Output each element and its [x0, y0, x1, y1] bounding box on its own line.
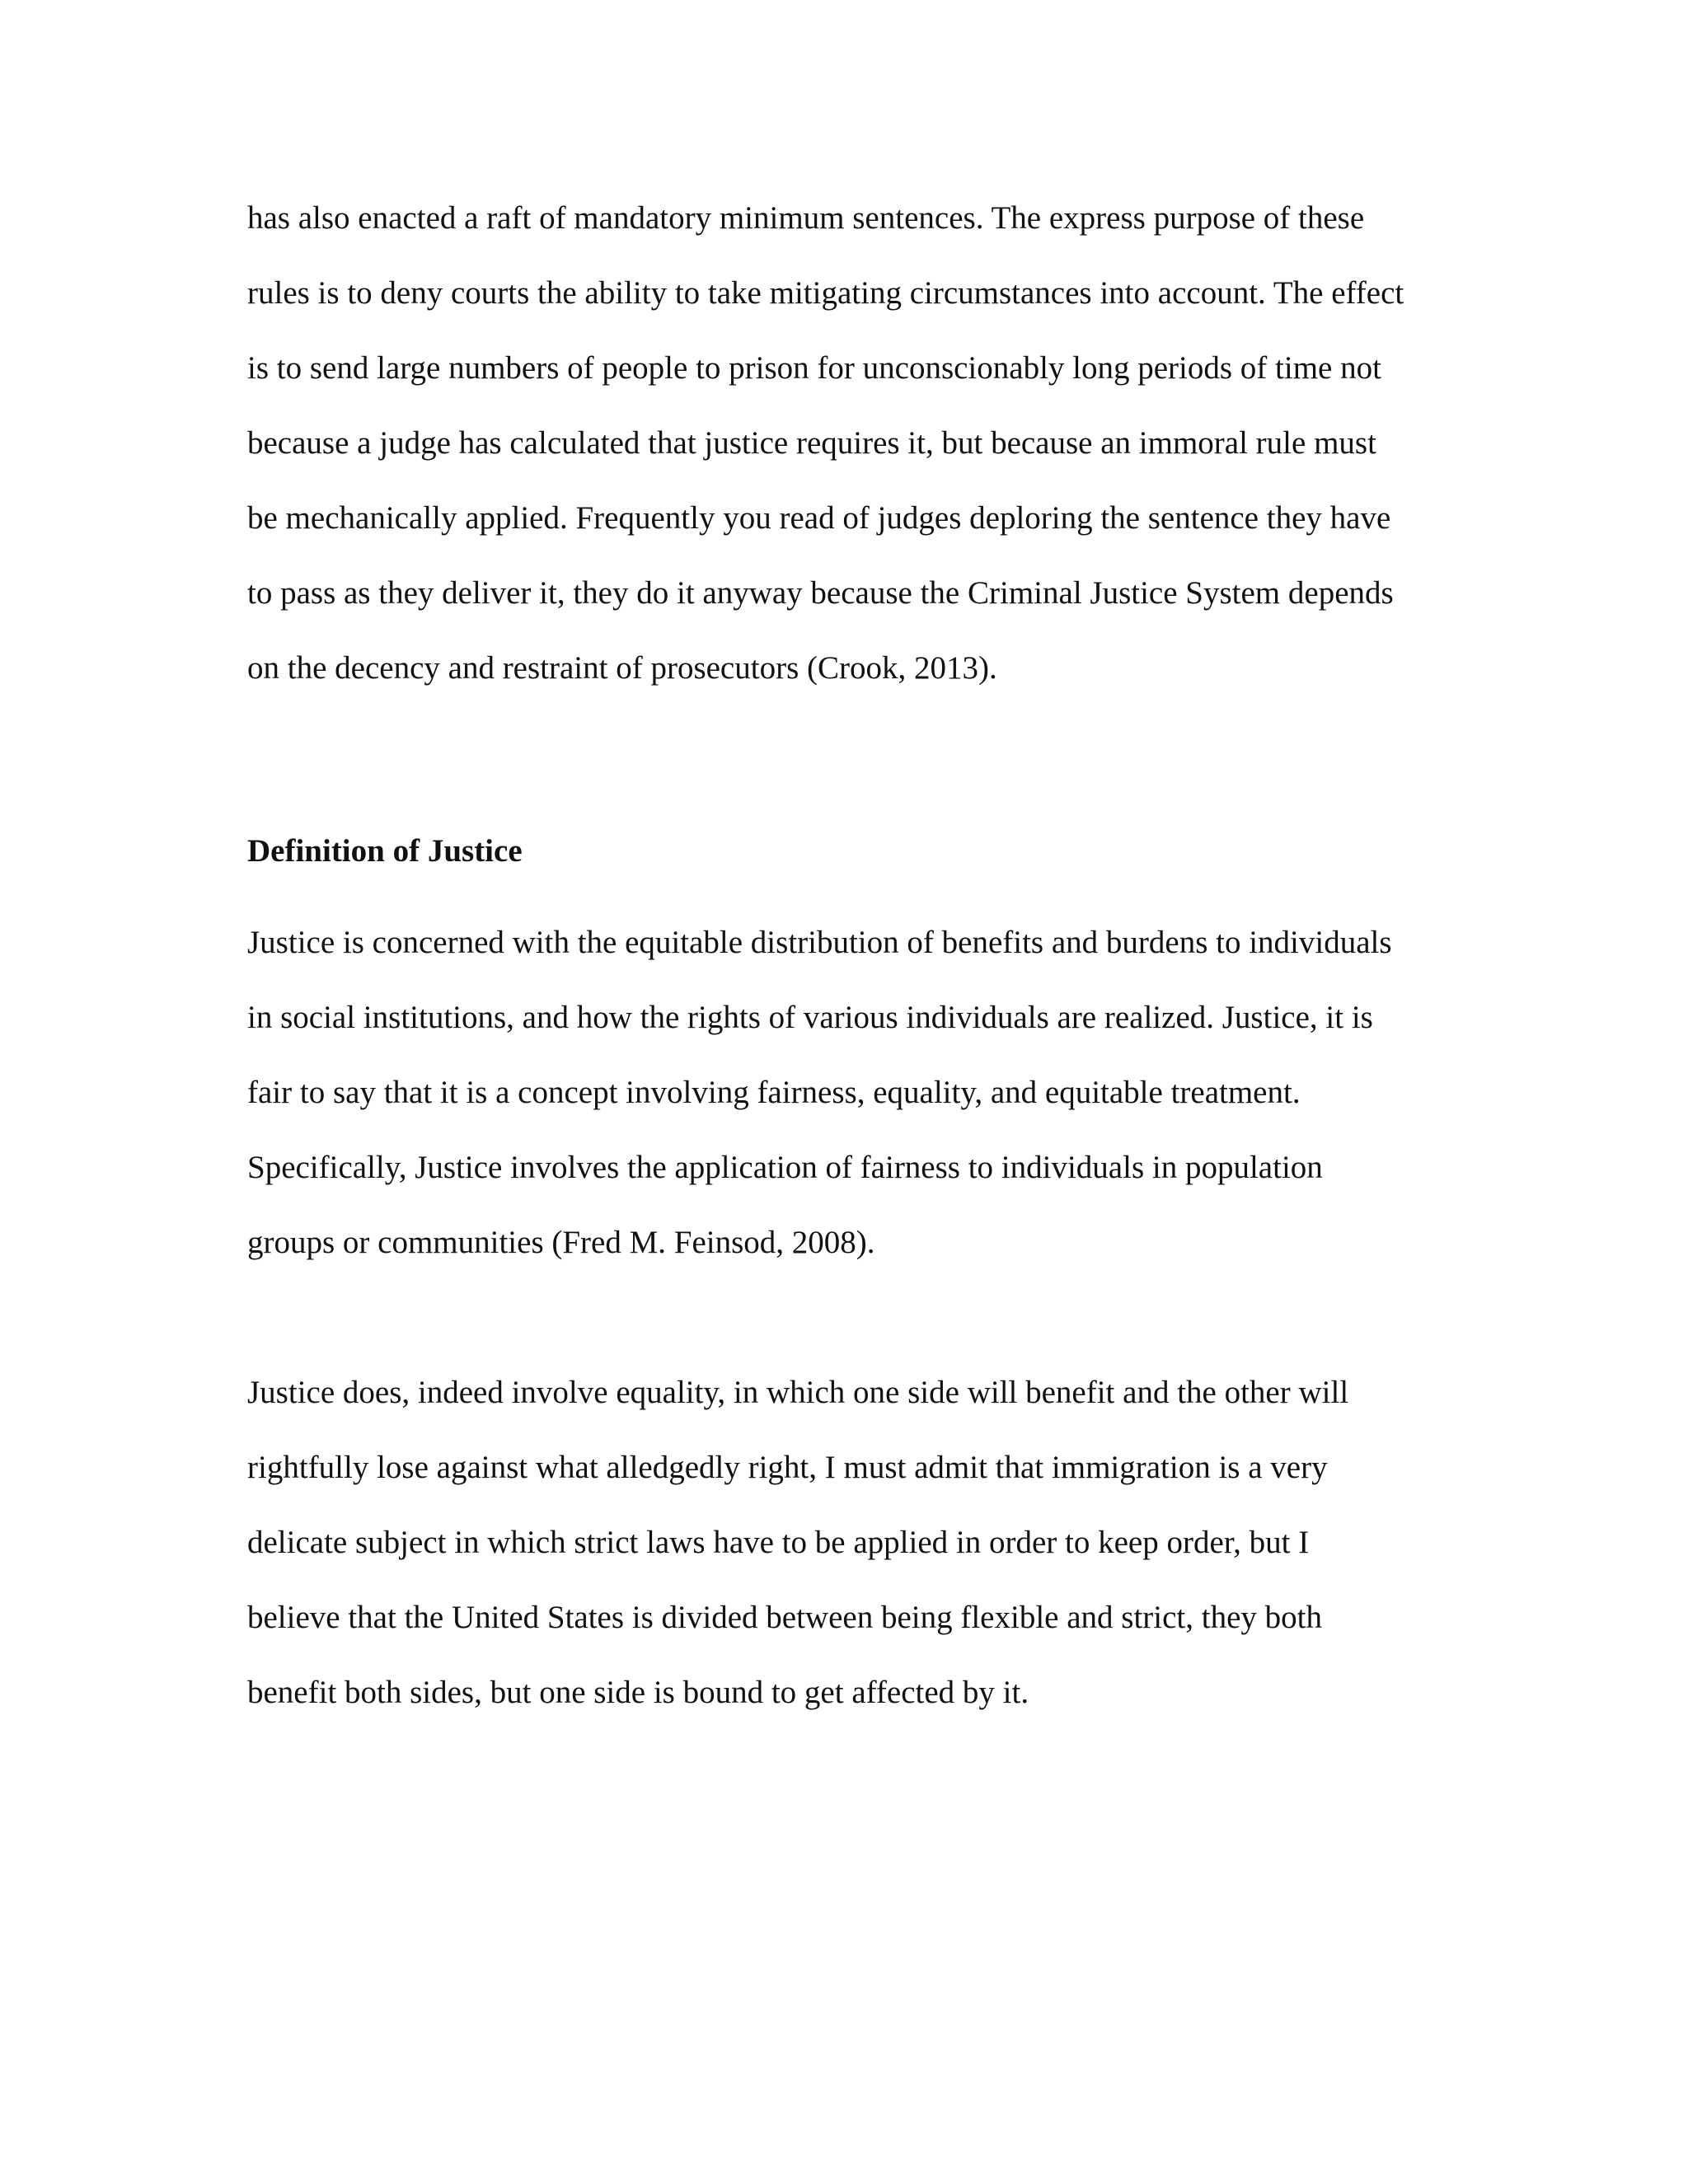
paragraph-line: to pass as they deliver it, they do it anyway because the Criminal Justice System depends [247, 575, 1394, 611]
paragraph-line: has also enacted a raft of mandatory minimum sentences. The express purpose of these [247, 200, 1365, 236]
paragraph-line: rightfully lose against what alledgedly right, I must admit that immigration is a very [247, 1450, 1328, 1485]
paragraph-line: be mechanically applied. Frequently you read of judges deploring the sentence they have [247, 500, 1391, 536]
paragraph-line: on the decency and restraint of prosecutors (Crook, 2013). [247, 650, 997, 686]
paragraph-line: Specifically, Justice involves the application of fairness to individuals in population [247, 1150, 1323, 1185]
paragraph-line: rules is to deny courts the ability to take mitigating circumstances into account. The effect [247, 275, 1404, 311]
paragraph-line: believe that the United States is divided between being flexible and strict, they both [247, 1600, 1322, 1635]
paragraph-line: Justice does, indeed involve equality, in which one side will benefit and the other will [247, 1375, 1349, 1410]
paragraph-line: because a judge has calculated that justice requires it, but because an immoral rule must [247, 425, 1376, 461]
paragraph-line: benefit both sides, but one side is bound to get affected by it. [247, 1675, 1029, 1710]
paragraph-line: Justice is concerned with the equitable distribution of benefits and burdens to individuals [247, 925, 1392, 960]
paragraph-line: in social institutions, and how the rights of various individuals are realized. Justice, it is [247, 1000, 1373, 1035]
section-heading: Definition of Justice [247, 833, 523, 869]
paragraph-line: fair to say that it is a concept involving fairness, equality, and equitable treatment. [247, 1075, 1301, 1110]
paragraph-line: is to send large numbers of people to prison for unconscionably long periods of time not [247, 350, 1381, 386]
paragraph-line: delicate subject in which strict laws have to be applied in order to keep order, but I [247, 1525, 1310, 1560]
paragraph-line: groups or communities (Fred M. Feinsod, 2008). [247, 1225, 875, 1260]
